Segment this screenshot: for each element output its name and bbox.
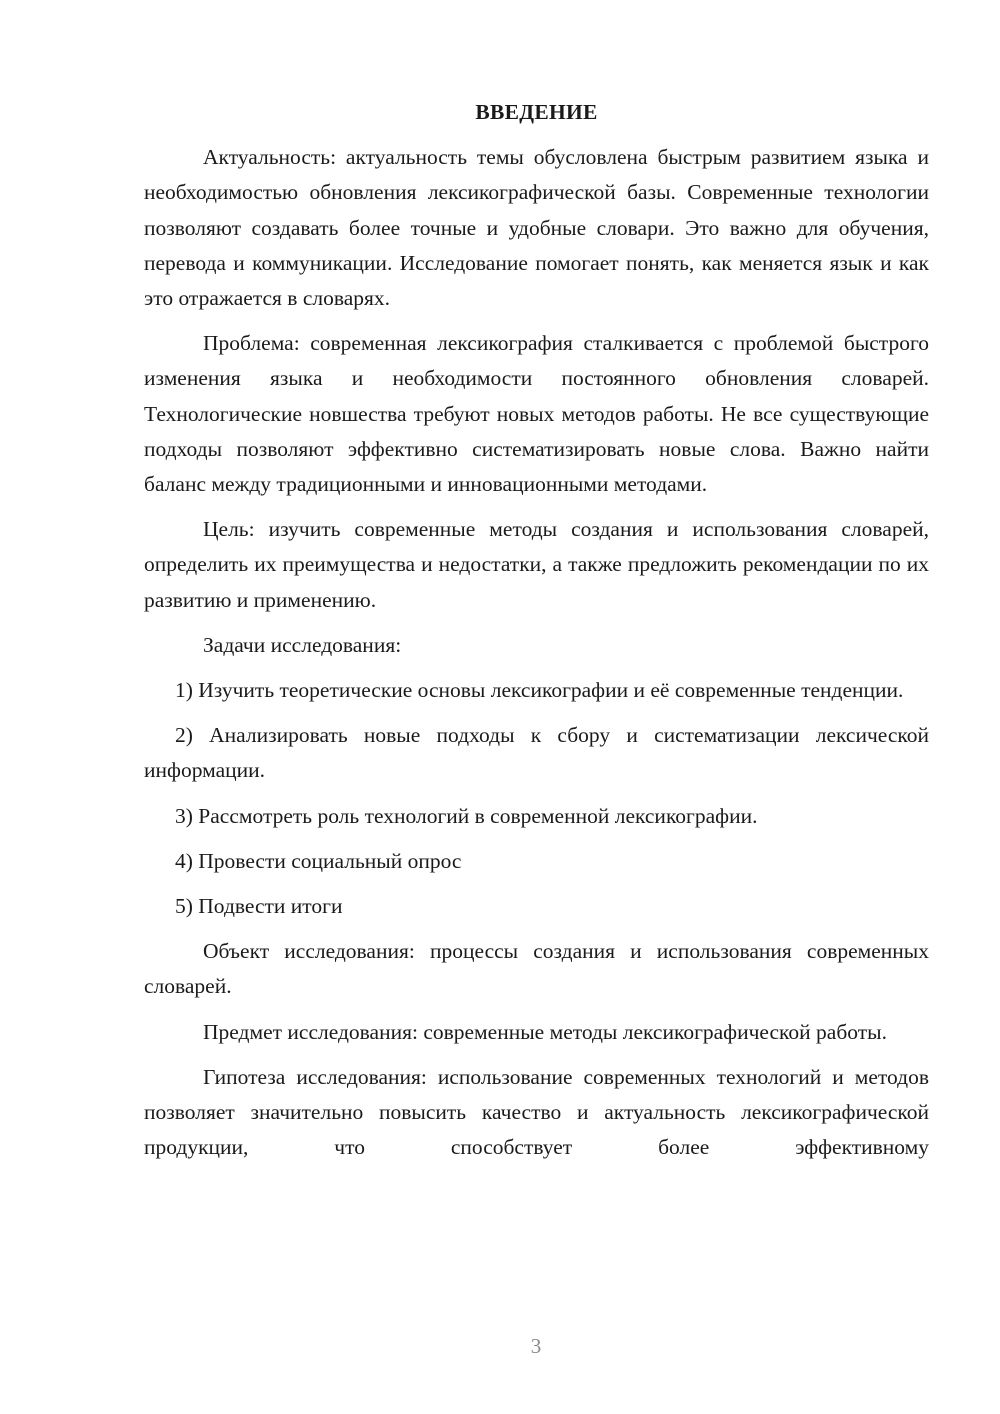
paragraph-subject: Предмет исследования: современные методы лексикографической работы. (203, 1019, 887, 1044)
task-item-3: 3) Рассмотреть роль технологий в современной лексикографии. (175, 803, 758, 828)
task-item-2: 2) Анализировать новые подходы к сбору и систематизации лексической информации. (144, 723, 929, 783)
tasks-heading: Задачи исследования: (203, 632, 402, 657)
task-item-1: 1) Изучить теоретические основы лексикографии и её современные тенденции. (175, 678, 904, 703)
paragraph-relevance: Актуальность: актуальность темы обусловлена быстрым развитием языка и необходимостью обновления лексикографической базы. Современные технологии позволяют создавать более точные и удобные словари. Это важно для обучения, перевода и коммуникации. Исследование помогает понять, как меняется язык и как это отражается в словарях. (144, 145, 929, 311)
task-item-5: 5) Подвести итоги (175, 894, 343, 919)
page-title: ВВЕДЕНИЕ (475, 100, 598, 124)
paragraph-goal: Цель: изучить современные методы создания и использования словарей, определить их преимущества и недостатки, а также предложить рекомендации по их развитию и применению. (144, 517, 929, 612)
page-number: 3 (530, 1334, 542, 1358)
task-item-4: 4) Провести социальный опрос (175, 848, 462, 873)
document-body (144, 95, 929, 1175)
paragraph-object: Объект исследования: процессы создания и использования современных словарей. (144, 939, 929, 999)
paragraph-problem: Проблема: современная лексикография сталкивается с проблемой быстрого изменения языка и необходимости постоянного обновления словарей. Технологические новшества требуют новых методов работы. Не все существующие подходы позволяют эффективно систематизировать новые слова. Важно найти баланс между традиционными и инновационными методами. (144, 331, 929, 497)
paragraph-hypothesis: Гипотеза исследования: использование современных технологий и методов позволяет значительно повысить качество и актуальность лексикографической продукции, что способствует более эффективному (144, 1064, 929, 1160)
